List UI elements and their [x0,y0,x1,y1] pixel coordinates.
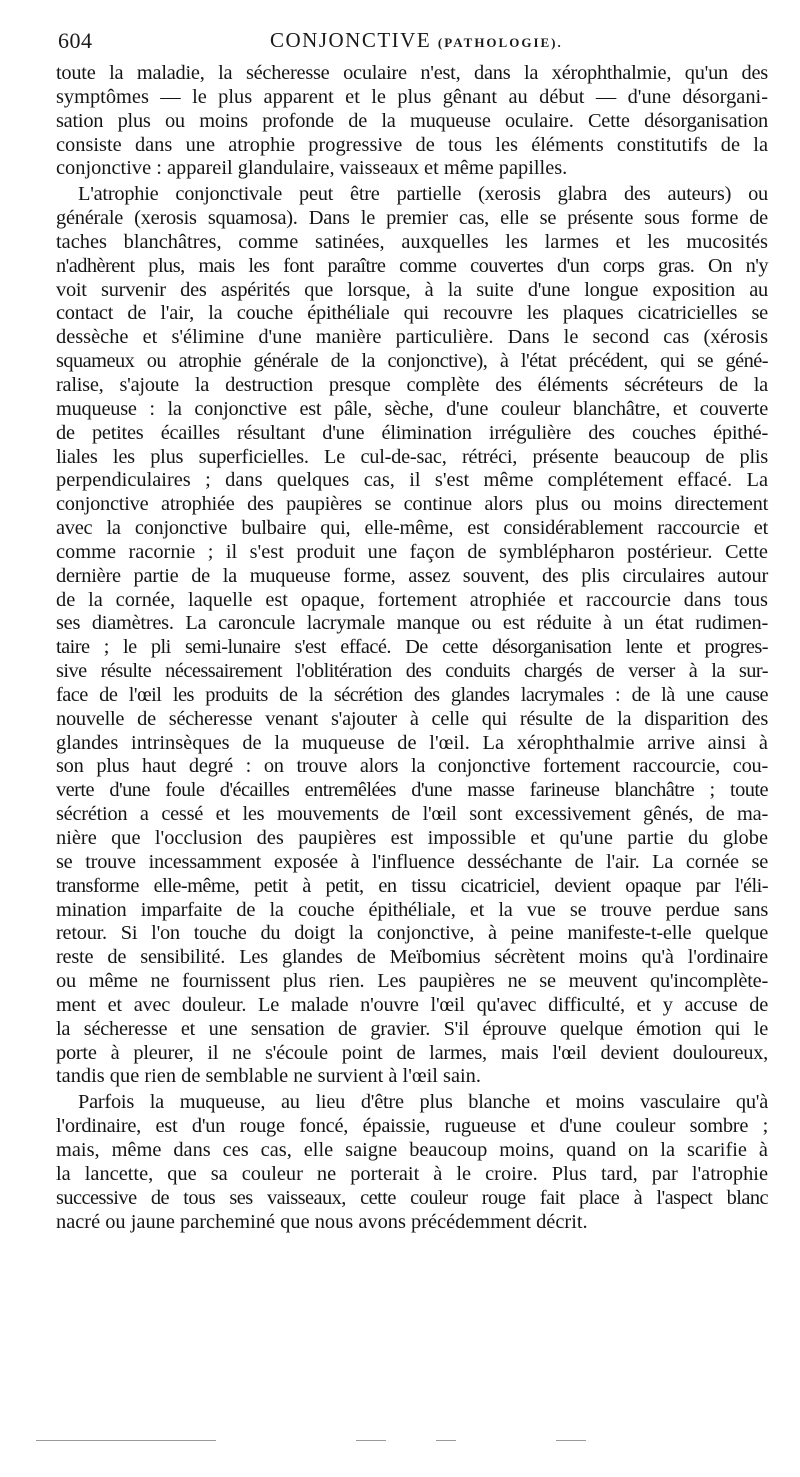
scan-mark [36,1440,216,1441]
text-line: ses diamètres. La caroncule lacrymale manque ou est réduite à un état rudimen- [56,612,768,635]
text-line: voit survenir des aspérités que lorsque, à la suite d'une longue exposition au [56,278,768,301]
text-line: taire ; le pli semi-lunaire s'est effacé. De cette désorganisation lente et progres- [56,636,768,659]
text-line: successive de tous ses vaisseaux, cette couleur rouge fait place à l'aspect blanc [56,1186,768,1209]
text-line: sation plus ou moins profonde de la muqueuse oculaire. Cette désorganisation [56,109,768,132]
text-line: sive résulte nécessairement l'oblitération des conduits chargés de verser à la sur- [56,660,768,683]
scan-mark [356,1440,386,1441]
page-number: 604 [58,28,93,53]
text-line: avec la conjonctive bulbaire qui, elle-même, est considérablement raccourcie et [56,517,768,540]
text-line: porte à pleurer, il ne s'écoule point de larmes, mais l'œil devient douloureux, [56,1041,768,1064]
text-line: nière que l'occlusion des paupières est impossible et qu'une partie du globe [56,827,768,849]
running-title [270,28,563,53]
text-line: comme racornie ; il s'est produit une façon de symblépharon postérieur. Cette [56,540,768,563]
text-line: verte d'une foule d'écailles entremêlées d'une masse farineuse blanchâtre ; toute [56,779,768,802]
scan-mark [436,1440,456,1441]
text-line: son plus haut degré : on trouve alors la conjonctive fortement raccourcie, cou- [56,755,768,778]
text-line: n'adhèrent plus, mais les font paraître comme couvertes d'un corps gras. On n'y [56,254,768,277]
text-line: mination imparfaite de la couche épithéliale, et la vue se trouve perdue sans [56,898,768,921]
text-line: nacré ou jaune parcheminé que nous avons précédemment décrit. [56,1210,588,1233]
text-line: mais, même dans ces cas, elle saigne beaucoup moins, quand on la scarifie à [56,1138,768,1161]
text-line: la lancette, que sa couleur ne porterait à le croire. Plus tard, par l'atrophie [56,1162,768,1185]
text-line: liales les plus superficielles. Le cul-de-sac, rétréci, présente beaucoup de plis [56,445,768,468]
text-line: la sécheresse et une sensation de gravier. S'il éprouve quelque émotion qui le [56,1017,768,1040]
text-line: générale (xerosis squamosa). Dans le premier cas, elle se présente sous forme de [56,207,768,230]
text-line: dessèche et s'élimine d'une manière particulière. Dans le second cas (xérosis [56,326,768,349]
text-line: ou même ne fournissent plus rien. Les paupières ne se meuvent qu'incomplète- [56,970,768,993]
text-line: se trouve incessamment exposée à l'influence desséchante de l'air. La cornée se [56,850,768,873]
text-line: dernière partie de la muqueuse forme, assez souvent, des plis circulaires autour [56,564,768,587]
text-line: symptômes — le plus apparent et le plus gênant au début — d'une désorgani- [56,85,768,108]
running-title-section: (PATHOLOGIE). [437,35,563,50]
text-line: muqueuse : la conjonctive est pâle, sèche, d'une couleur blanchâtre, et couverte [56,397,768,420]
text-line: perpendiculaires ; dans quelques cas, il s'est même complétement effacé. La [56,469,768,492]
text-line: sécrétion a cessé et les mouvements de l'œil sont excessivement gênés, de ma- [56,803,768,826]
text-line: face de l'œil les produits de la sécrétion des glandes lacrymales : de là une cause [56,683,768,706]
text-line: conjonctive : appareil glandulaire, vaisseaux et même papilles. [56,157,568,180]
text-line: nouvelle de sécheresse venant s'ajouter à celle qui résulte de la disparition des [56,707,768,730]
body-text [56,62,768,1234]
text-line: transforme elle-même, petit à petit, en tissu cicatriciel, devient opaque par l'éli- [56,874,768,897]
text-line: squameux ou atrophie générale de la conjonctive), à l'état précédent, qui se géné- [56,350,768,373]
text-line: tandis que rien de semblable ne survient à l'œil sain. [56,1065,481,1088]
running-head [58,28,770,56]
text-line: conjonctive atrophiée des paupières se continue alors plus ou moins directement [56,493,768,516]
text-line: retour. Si l'on touche du doigt la conjonctive, à peine manifeste-t-elle quelque [56,922,768,945]
text-line: l'ordinaire, est d'un rouge foncé, épaissie, rugueuse et d'une couleur sombre ; [56,1115,768,1138]
text-line: toute la maladie, la sécheresse oculaire n'est, dans la xérophthalmie, qu'un des [56,62,768,84]
text-line: Parfois la muqueuse, au lieu d'être plus blanche et moins vasculaire qu'à [78,1091,768,1114]
text-line: L'atrophie conjonctivale peut être partielle (xerosis glabra des auteurs) ou [78,183,768,206]
text-line: ralise, s'ajoute la destruction presque complète des éléments sécréteurs de la [56,373,768,396]
page-bottom-marks [36,1438,596,1444]
running-title-main: CONJONCTIVE [270,28,432,52]
text-line: consiste dans une atrophie progressive de tous les éléments constitutifs de la [56,133,768,156]
scan-mark [556,1440,586,1441]
text-line: glandes intrinsèques de la muqueuse de l'œil. La xérophthalmie arrive ainsi à [56,731,768,754]
text-line: ment et avec douleur. Le malade n'ouvre l'œil qu'avec difficulté, et y accuse de [56,993,768,1016]
text-line: reste de sensibilité. Les glandes de Meïbomius sécrètent moins qu'à l'ordinaire [56,946,768,969]
text-line: taches blanchâtres, comme satinées, auxquelles les larmes et les mucosités [56,230,768,253]
text-line: de petites écailles résultant d'une élimination irrégulière des couches épithé- [56,421,768,444]
text-line: de la cornée, laquelle est opaque, fortement atrophiée et raccourcie dans tous [56,588,768,611]
text-line: contact de l'air, la couche épithéliale qui recouvre les plaques cicatricielles se [56,302,768,325]
